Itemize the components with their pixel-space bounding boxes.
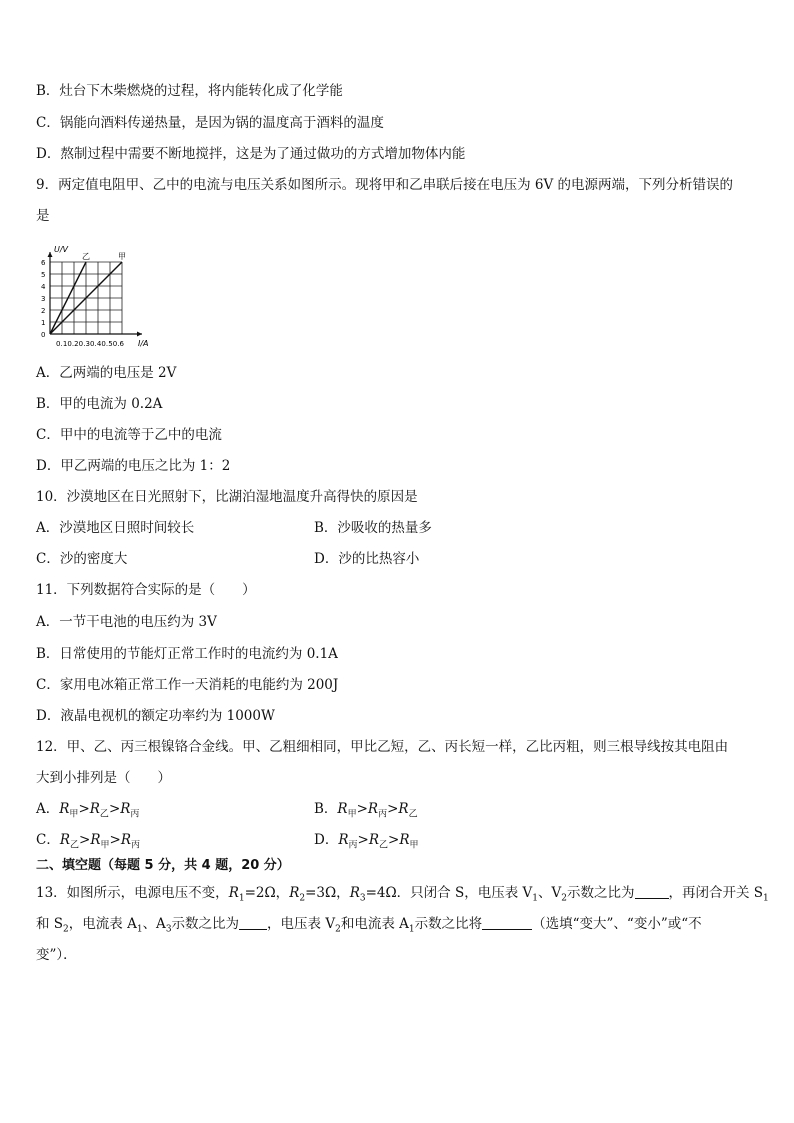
q13-r3-value: =4Ω．只闭合 S，电压表 V xyxy=(365,885,533,901)
q11-option-d: D．液晶电视机的额定功率约为 1000W xyxy=(36,708,275,724)
chart-x-tick-labels: 0.10.20.30.40.50.6 xyxy=(56,340,124,348)
subscript: 乙 xyxy=(379,840,389,851)
q13-text: （选填“变大”、“变小”或“不 xyxy=(532,916,702,932)
q10-option-c: C．沙的密度大 xyxy=(36,551,128,567)
q10-stem: 10．沙漠地区在日光照射下，比湖泊湿地温度升高得快的原因是 xyxy=(36,489,418,505)
q13-text: 和 S xyxy=(36,916,64,932)
q8-option-d: D．熬制过程中需要不断地搅拌，这是为了通过做功的方式增加物体内能 xyxy=(36,146,466,162)
subscript: 甲 xyxy=(347,809,357,820)
q13-r2-value: =3Ω， xyxy=(305,885,350,901)
subscript: 甲 xyxy=(409,840,419,851)
series-label-yi: 乙 xyxy=(82,252,90,261)
y-tick-label: 0 xyxy=(41,331,46,339)
q9-iu-chart xyxy=(34,242,164,350)
answer-blank[interactable] xyxy=(239,916,267,930)
y-axis-arrow xyxy=(48,252,53,257)
subscript: 丙 xyxy=(348,840,358,851)
option-label: A． xyxy=(36,801,60,817)
q13-text: ，电流表 A xyxy=(68,916,137,932)
q10-option-d: D．沙的比热容小 xyxy=(314,551,420,567)
y-tick-label: 4 xyxy=(41,283,46,291)
q11-stem: 11．下列数据符合实际的是（ ） xyxy=(36,582,256,598)
q11-option-b: B．日常使用的节能灯正常工作时的电流约为 0.1A xyxy=(36,646,338,662)
q9-option-d: D．甲乙两端的电压之比为 1：2 xyxy=(36,458,231,474)
answer-blank[interactable] xyxy=(482,916,532,930)
chart-y-ticks xyxy=(41,259,46,339)
chart-x-label: I/A xyxy=(138,339,149,348)
q10-option-a: A．沙漠地区日照时间较长 xyxy=(36,520,195,536)
q10-option-b: B．沙吸收的热量多 xyxy=(314,520,432,536)
q13-text: 、V xyxy=(538,885,562,901)
subscript: 乙 xyxy=(70,840,80,851)
q11-option-c: C．家用电冰箱正常工作一天消耗的电能约为 200J xyxy=(36,677,339,693)
subscript: 丙 xyxy=(131,840,141,851)
q9-stem-line1: 9．两定值电阻甲、乙中的电流与电压关系如图所示。现将甲和乙串联后接在电压为 6V 的电源两端，下列分析错误的 xyxy=(36,177,734,193)
q13-text: 13．如图所示，电源电压不变， xyxy=(36,885,229,901)
q12-stem-line2: 大到小排列是（ ） xyxy=(36,770,171,786)
q13-r1-value: =2Ω， xyxy=(244,885,290,901)
q13-line3: 变”）． xyxy=(36,947,77,963)
option-label: B． xyxy=(314,801,338,817)
q12-option-c: C．$R_乙>R_甲>R_丙$ xyxy=(36,832,141,851)
q9-stem-line2: 是 xyxy=(36,208,50,224)
subscript: 乙 xyxy=(408,809,418,820)
q8-option-c: C．锅能向酒料传递热量，是因为锅的温度高于酒料的温度 xyxy=(36,115,384,131)
q9-option-a: A．乙两端的电压是 2V xyxy=(36,365,177,381)
q13-text: 示数之比为 xyxy=(567,885,635,901)
subscript: 甲 xyxy=(100,840,110,851)
y-tick-label: 1 xyxy=(41,319,46,327)
q13-line1: 13．如图所示，电源电压不变，$R_1=2\Omega$，$R_2=3\Omega$，$R_3=4\Omega$．只闭合 S，电压表 $V_1$、$V_2$示数之比为 ，再闭合开关 $S_1$ xyxy=(36,885,769,904)
chart-y-label: U/V xyxy=(54,245,69,254)
subscript: 甲 xyxy=(69,809,79,820)
x-axis-arrow xyxy=(137,332,142,337)
answer-blank[interactable] xyxy=(635,885,669,899)
q13-text: 和电流表 A xyxy=(340,916,409,932)
y-tick-label: 3 xyxy=(41,295,46,303)
series-label-jia: 甲 xyxy=(118,252,126,261)
y-tick-label: 5 xyxy=(41,271,46,279)
q13-line2: 和 $S_2$，电流表 $A_1$、$A_3$示数之比为 ，电压表 $V_2$和电流表 $A_1$示数之比将 （选填“变大”、“变小”或“不 xyxy=(36,916,702,935)
subscript: 丙 xyxy=(130,809,140,820)
q11-option-a: A．一节干电池的电压约为 3V xyxy=(36,614,217,630)
q9-option-c: C．甲中的电流等于乙中的电流 xyxy=(36,427,222,443)
y-tick-label: 6 xyxy=(41,259,46,267)
option-label: C． xyxy=(36,832,60,848)
q12-option-a: A．$R_甲>R_乙>R_丙$ xyxy=(36,801,140,820)
section-heading: 二、填空题（每题 5 分，共 4 题，20 分） xyxy=(36,858,290,873)
q9-option-b: B．甲的电流为 0.2A xyxy=(36,396,163,412)
subscript: 丙 xyxy=(378,809,388,820)
q8-option-b: B．灶台下木柴燃烧的过程，将内能转化成了化学能 xyxy=(36,83,343,99)
q13-text: 、A xyxy=(142,916,166,932)
q13-text: 示数之比为 xyxy=(171,916,240,932)
q13-text: ，再闭合开关 S xyxy=(668,885,764,901)
q13-text: 示数之比将 xyxy=(414,916,483,932)
q12-stem-line1: 12．甲、乙、丙三根镍铬合金线。甲、乙粗细相同，甲比乙短，乙、丙长短一样，乙比丙粗，则三根导线按其电阻由 xyxy=(36,739,729,755)
q12-option-d: D．$R_丙>R_乙>R_甲$ xyxy=(314,832,419,851)
option-label: D． xyxy=(314,832,339,848)
subscript: 乙 xyxy=(99,809,109,820)
q13-text: ，电压表 V xyxy=(267,916,336,932)
q12-option-b: B．$R_甲>R_丙>R_乙$ xyxy=(314,801,418,820)
y-tick-label: 2 xyxy=(41,307,46,315)
